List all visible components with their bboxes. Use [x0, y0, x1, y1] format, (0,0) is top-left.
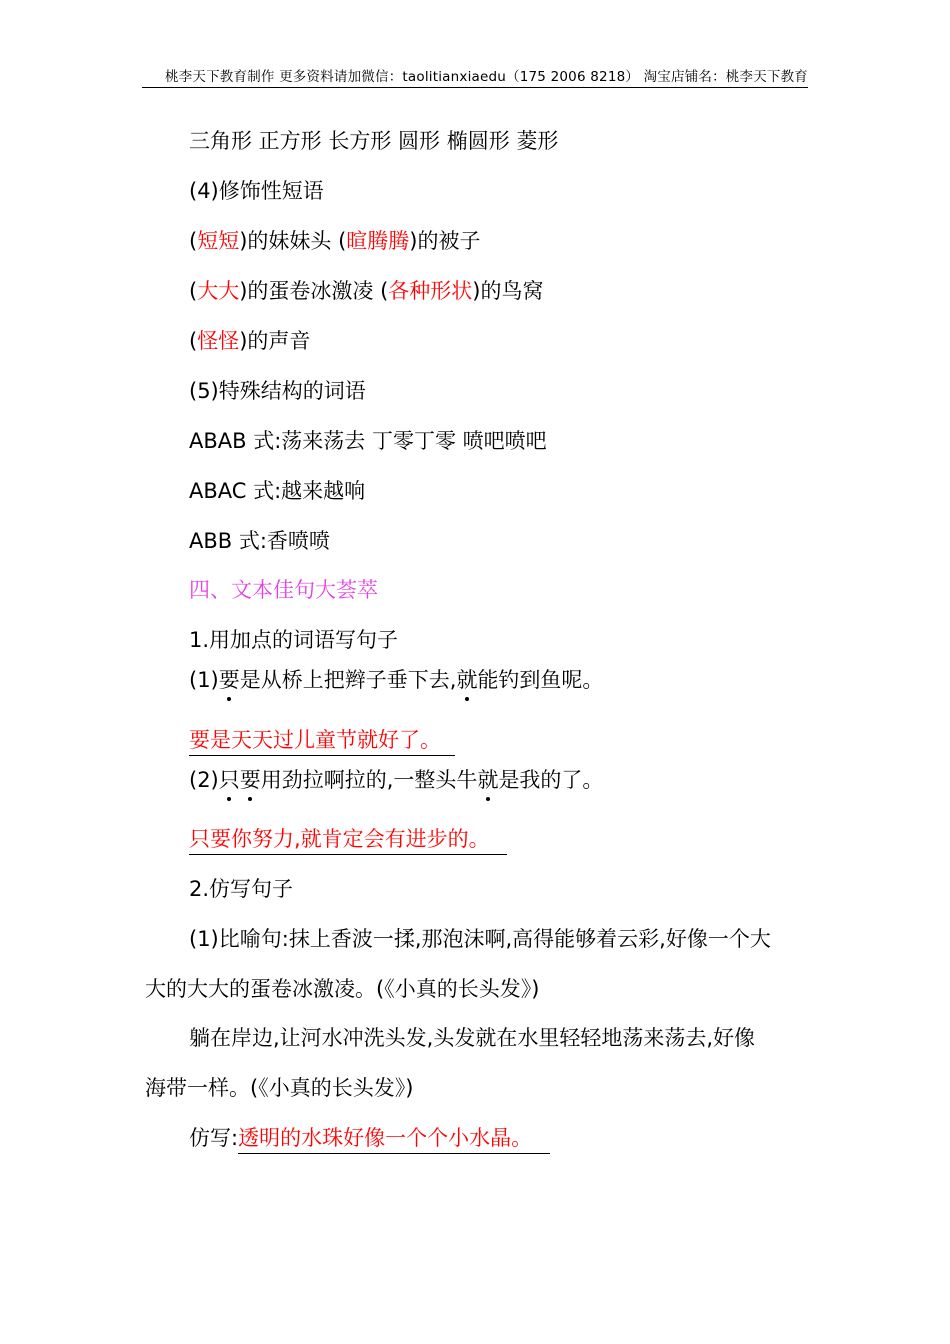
question-1-title: 1.用加点的词语写句子	[189, 628, 399, 652]
dotted-char: 就	[456, 668, 478, 692]
phrase-line-3	[189, 328, 310, 354]
question-2-title: 2.仿写句子	[189, 877, 294, 901]
shapes-line: 三角形 正方形 长方形 圆形 椭圆形 菱形	[189, 129, 559, 153]
question-2-1-line-1: (1)比喻句:抹上香波一揉,那泡沫啊,高得能够着云彩,好像一个大	[189, 927, 771, 951]
sentence-text: 是我的了。	[498, 768, 604, 792]
answer-text: 短短	[197, 229, 240, 253]
part-4-heading: 四、文本佳句大荟萃	[189, 578, 378, 602]
answer-text: 大大	[197, 279, 240, 303]
question-2-1-line-2: 大的大大的蛋卷冰激凌。(《小真的长头发》)	[145, 977, 540, 1001]
answer-1-2	[189, 826, 507, 855]
imitate-line	[189, 1125, 550, 1154]
paren-open: (	[189, 229, 198, 253]
question-1-2	[189, 767, 603, 793]
imitate-answer: 透明的水珠好像一个个小水晶。	[238, 1125, 550, 1154]
answer-text: 要是天天过儿童节就好了。	[189, 727, 455, 756]
phrase-text: )的蛋卷冰激凌 (	[239, 279, 389, 303]
paren-open: (	[189, 329, 198, 353]
sentence-text: 能钓到鱼呢。	[477, 668, 604, 692]
answer-text: 各种形状	[388, 279, 473, 303]
section-5-title: (5)特殊结构的词语	[189, 379, 366, 403]
phrase-text: )的鸟窝	[472, 279, 544, 303]
sentence-text: 是从桥上把辫子垂下去,	[239, 668, 457, 692]
question-2-2-line-1: 躺在岸边,让河水冲洗头发,头发就在水里轻轻地荡来荡去,好像	[189, 1026, 756, 1050]
paren-open: (	[189, 279, 198, 303]
abb-line: ABB 式:香喷喷	[189, 529, 330, 553]
answer-1-1	[189, 727, 455, 756]
answer-text: 怪怪	[197, 329, 240, 353]
question-2-2-line-2: 海带一样。(《小真的长头发》)	[145, 1076, 414, 1100]
item-number: (1)	[189, 668, 219, 692]
section-4-title: (4)修饰性短语	[189, 179, 324, 203]
dotted-char: 就	[477, 768, 499, 792]
answer-text: 只要你努力,就肯定会有进步的。	[189, 826, 507, 855]
phrase-text: )的被子	[409, 229, 481, 253]
page-header: 桃李天下教育制作 更多资料请加微信：taolitianxiaedu（175 2006 8218） 淘宝店铺名：桃李天下教育	[142, 62, 808, 88]
abac-line: ABAC 式:越来越响	[189, 479, 366, 503]
phrase-line-1	[189, 228, 480, 254]
imitate-label: 仿写:	[189, 1126, 239, 1150]
phrase-text: )的妹妹头 (	[239, 229, 347, 253]
dotted-char: 只	[218, 768, 240, 792]
abab-line: ABAB 式:荡来荡去 丁零丁零 喷吧喷吧	[189, 429, 547, 453]
sentence-text: 用劲拉啊拉的,一整头牛	[260, 768, 478, 792]
dotted-char: 要	[239, 768, 261, 792]
phrase-text: )的声音	[239, 329, 311, 353]
question-1-1	[189, 667, 603, 693]
phrase-line-2	[189, 278, 543, 304]
item-number: (2)	[189, 768, 219, 792]
dotted-char: 要	[218, 668, 240, 692]
answer-text: 暄腾腾	[346, 229, 410, 253]
